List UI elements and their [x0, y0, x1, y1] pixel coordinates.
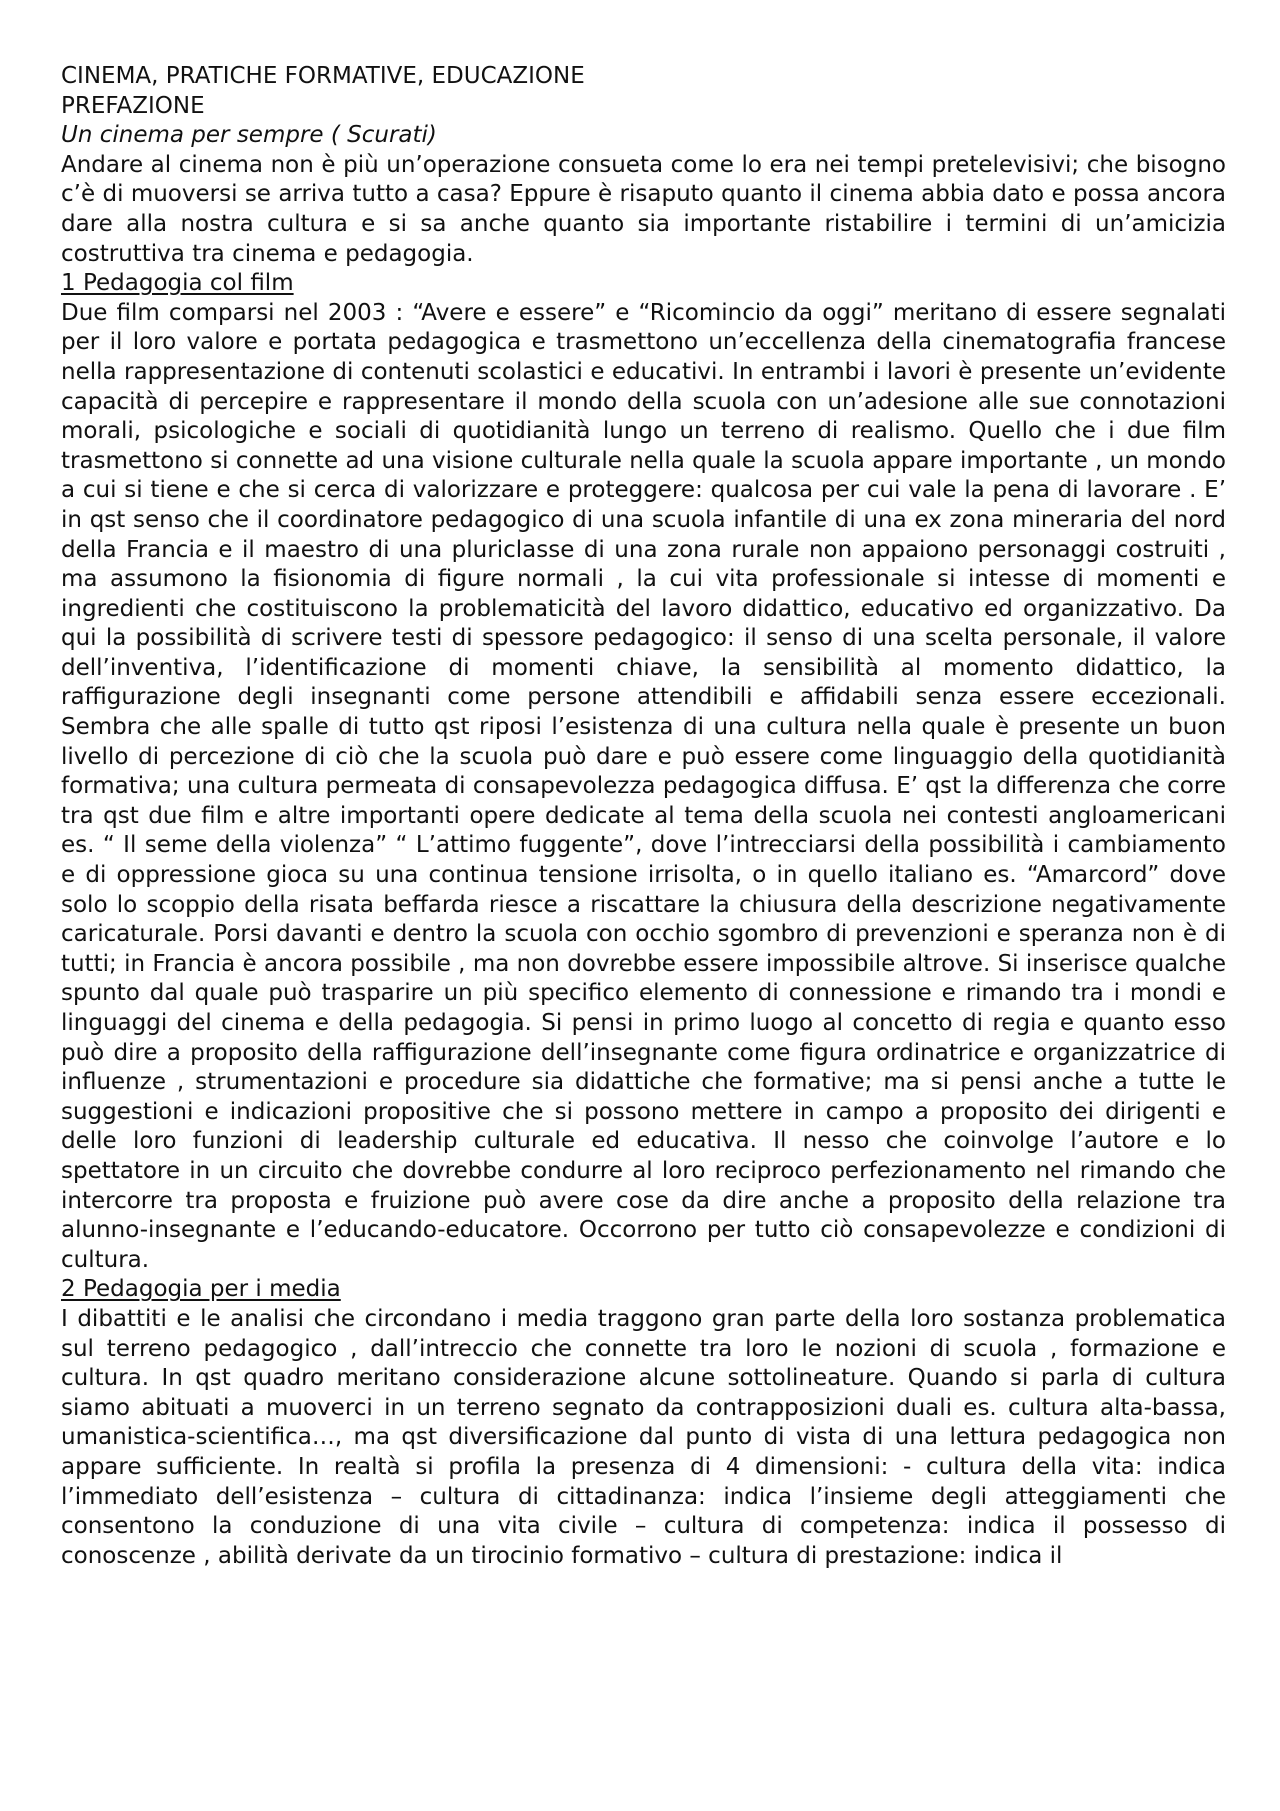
document-subtitle: PREFAZIONE [61, 92, 205, 119]
section-heading-2: 2 Pedagogia per i media [61, 1276, 341, 1303]
preface-paragraph: Andare al cinema non è più un’operazione consueta come lo era nei tempi pretelevisivi; che bisogno c’è di muoversi se arriva tutto a casa? Eppure è risaputo quanto il cinema abbia dato e possa ancora dare alla nostra cultura e si sa anche quanto sia importante ristabilire i termini di un’amicizia costruttiva tra cinema e pedagogia. [61, 151, 1226, 267]
document-title: CINEMA, PRATICHE FORMATIVE, EDUCAZIONE [61, 63, 585, 89]
preface-heading: Un cinema per sempre ( Scurati) [61, 122, 437, 149]
document-page [61, 62, 1226, 1571]
section-paragraph-1: Due film comparsi nel 2003 : “Avere e essere” e “Ricomincio da oggi” meritano di essere segnalati per il loro valore e portata pedagogica e trasmettono un’eccellenza della cinematografia francese nella rappresentazione di contenuti scolastici e educativi. In entrambi i lavori è presente un’evidente capacità di percepire e rappresentare il mondo della scuola con un’adesione alle sue connotazioni morali, psicologiche e sociali di quotidianità lungo un terreno di realismo. Quello che i due film trasmettono si connette ad una visione culturale nella quale la scuola appare importante , un mondo a cui si tiene e che si cerca di valorizzare e proteggere: qualcosa per cui vale la pena di lavorare . E’ in qst senso che il coordinatore pedagogico di una scuola infantile di una ex zona mineraria del nord della Francia e il maestro di una pluriclasse di una zona rurale non appaiono personaggi costruiti , ma assumono la fisionomia di figure normali , la cui vita professionale si intesse di momenti e ingredienti che costituiscono la problematicità del lavoro didattico, educativo ed organizzativo. Da qui la possibilità di scrivere testi di spessore pedagogico: il senso di una scelta personale, il valore dell’inventiva, l’identificazione di momenti chiave, la sensibilità al momento didattico, la raffigurazione degli insegnanti come persone attendibili e affidabili senza essere eccezionali. Sembra che alle spalle di tutto qst riposi l’esistenza di una cultura nella quale è presente un buon livello di percezione di ciò che la scuola può dare e può essere come linguaggio della quotidianità formativa; una cultura permeata di consapevolezza pedagogica diffusa. E’ qst la differenza che corre tra qst due film e altre importanti opere dedicate al tema della scuola nei contesti angloamericani es. “ Il seme della violenza” “ L’attimo fuggente”, dove l’intrecciarsi della possibilità i cambiamento e di oppressione gioca su una continua tensione irrisolta, o in quello italiano es. “Amarcord” dove solo lo scoppio della risata beffarda riesce a riscattare la chiusura della descrizione negativamente caricaturale. Porsi davanti e dentro la scuola con occhio sgombro di prevenzioni e speranza non è di tutti; in Francia è ancora possibile , ma non dovrebbe essere impossibile altrove. Si inserisce qualche spunto dal quale può trasparire un più specifico elemento di connessione e rimando tra i mondi e linguaggi del cinema e della pedagogia. Si pensi in primo luogo al concetto di regia e quanto esso può dire a proposito della raffigurazione dell’insegnante come figura ordinatrice e organizzatrice di influenze , strumentazioni e procedure sia didattiche che formative; ma si pensi anche a tutte le suggestioni e indicazioni propositive che si possono mettere in campo a proposito dei dirigenti e delle loro funzioni di leadership culturale ed educativa. Il nesso che coinvolge l’autore e lo spettatore in un circuito che dovrebbe condurre al loro reciproco perfezionamento nel rimando che intercorre tra proposta e fruizione può avere cose da dire anche a proposito della relazione tra alunno-insegnante e l’educando-educatore. Occorrono per tutto ciò consapevolezze e condizioni di cultura. [61, 299, 1226, 1273]
section-paragraph-2: I dibattiti e le analisi che circondano i media traggono gran parte della loro sostanza problematica sul terreno pedagogico , dall’intreccio che connette tra loro le nozioni di scuola , formazione e cultura. In qst quadro meritano considerazione alcune sottolineature. Quando si parla di cultura siamo abituati a muoverci in un terreno segnato da contrapposizioni duali es. cultura alta-bassa, umanistica-scientifica…, ma qst diversificazione dal punto di vista di una lettura pedagogica non appare sufficiente. In realtà si profila la presenza di 4 dimensioni: - cultura della vita: indica l’immediato dell’esistenza – cultura di cittadinanza: indica l’insieme degli atteggiamenti che consentono la conduzione di una vita civile – cultura di competenza: indica il possesso di conoscenze , abilità derivate da un tirocinio formativo – cultura di prestazione: indica il [61, 1305, 1226, 1569]
section-heading-1: 1 Pedagogia col film [61, 270, 294, 297]
